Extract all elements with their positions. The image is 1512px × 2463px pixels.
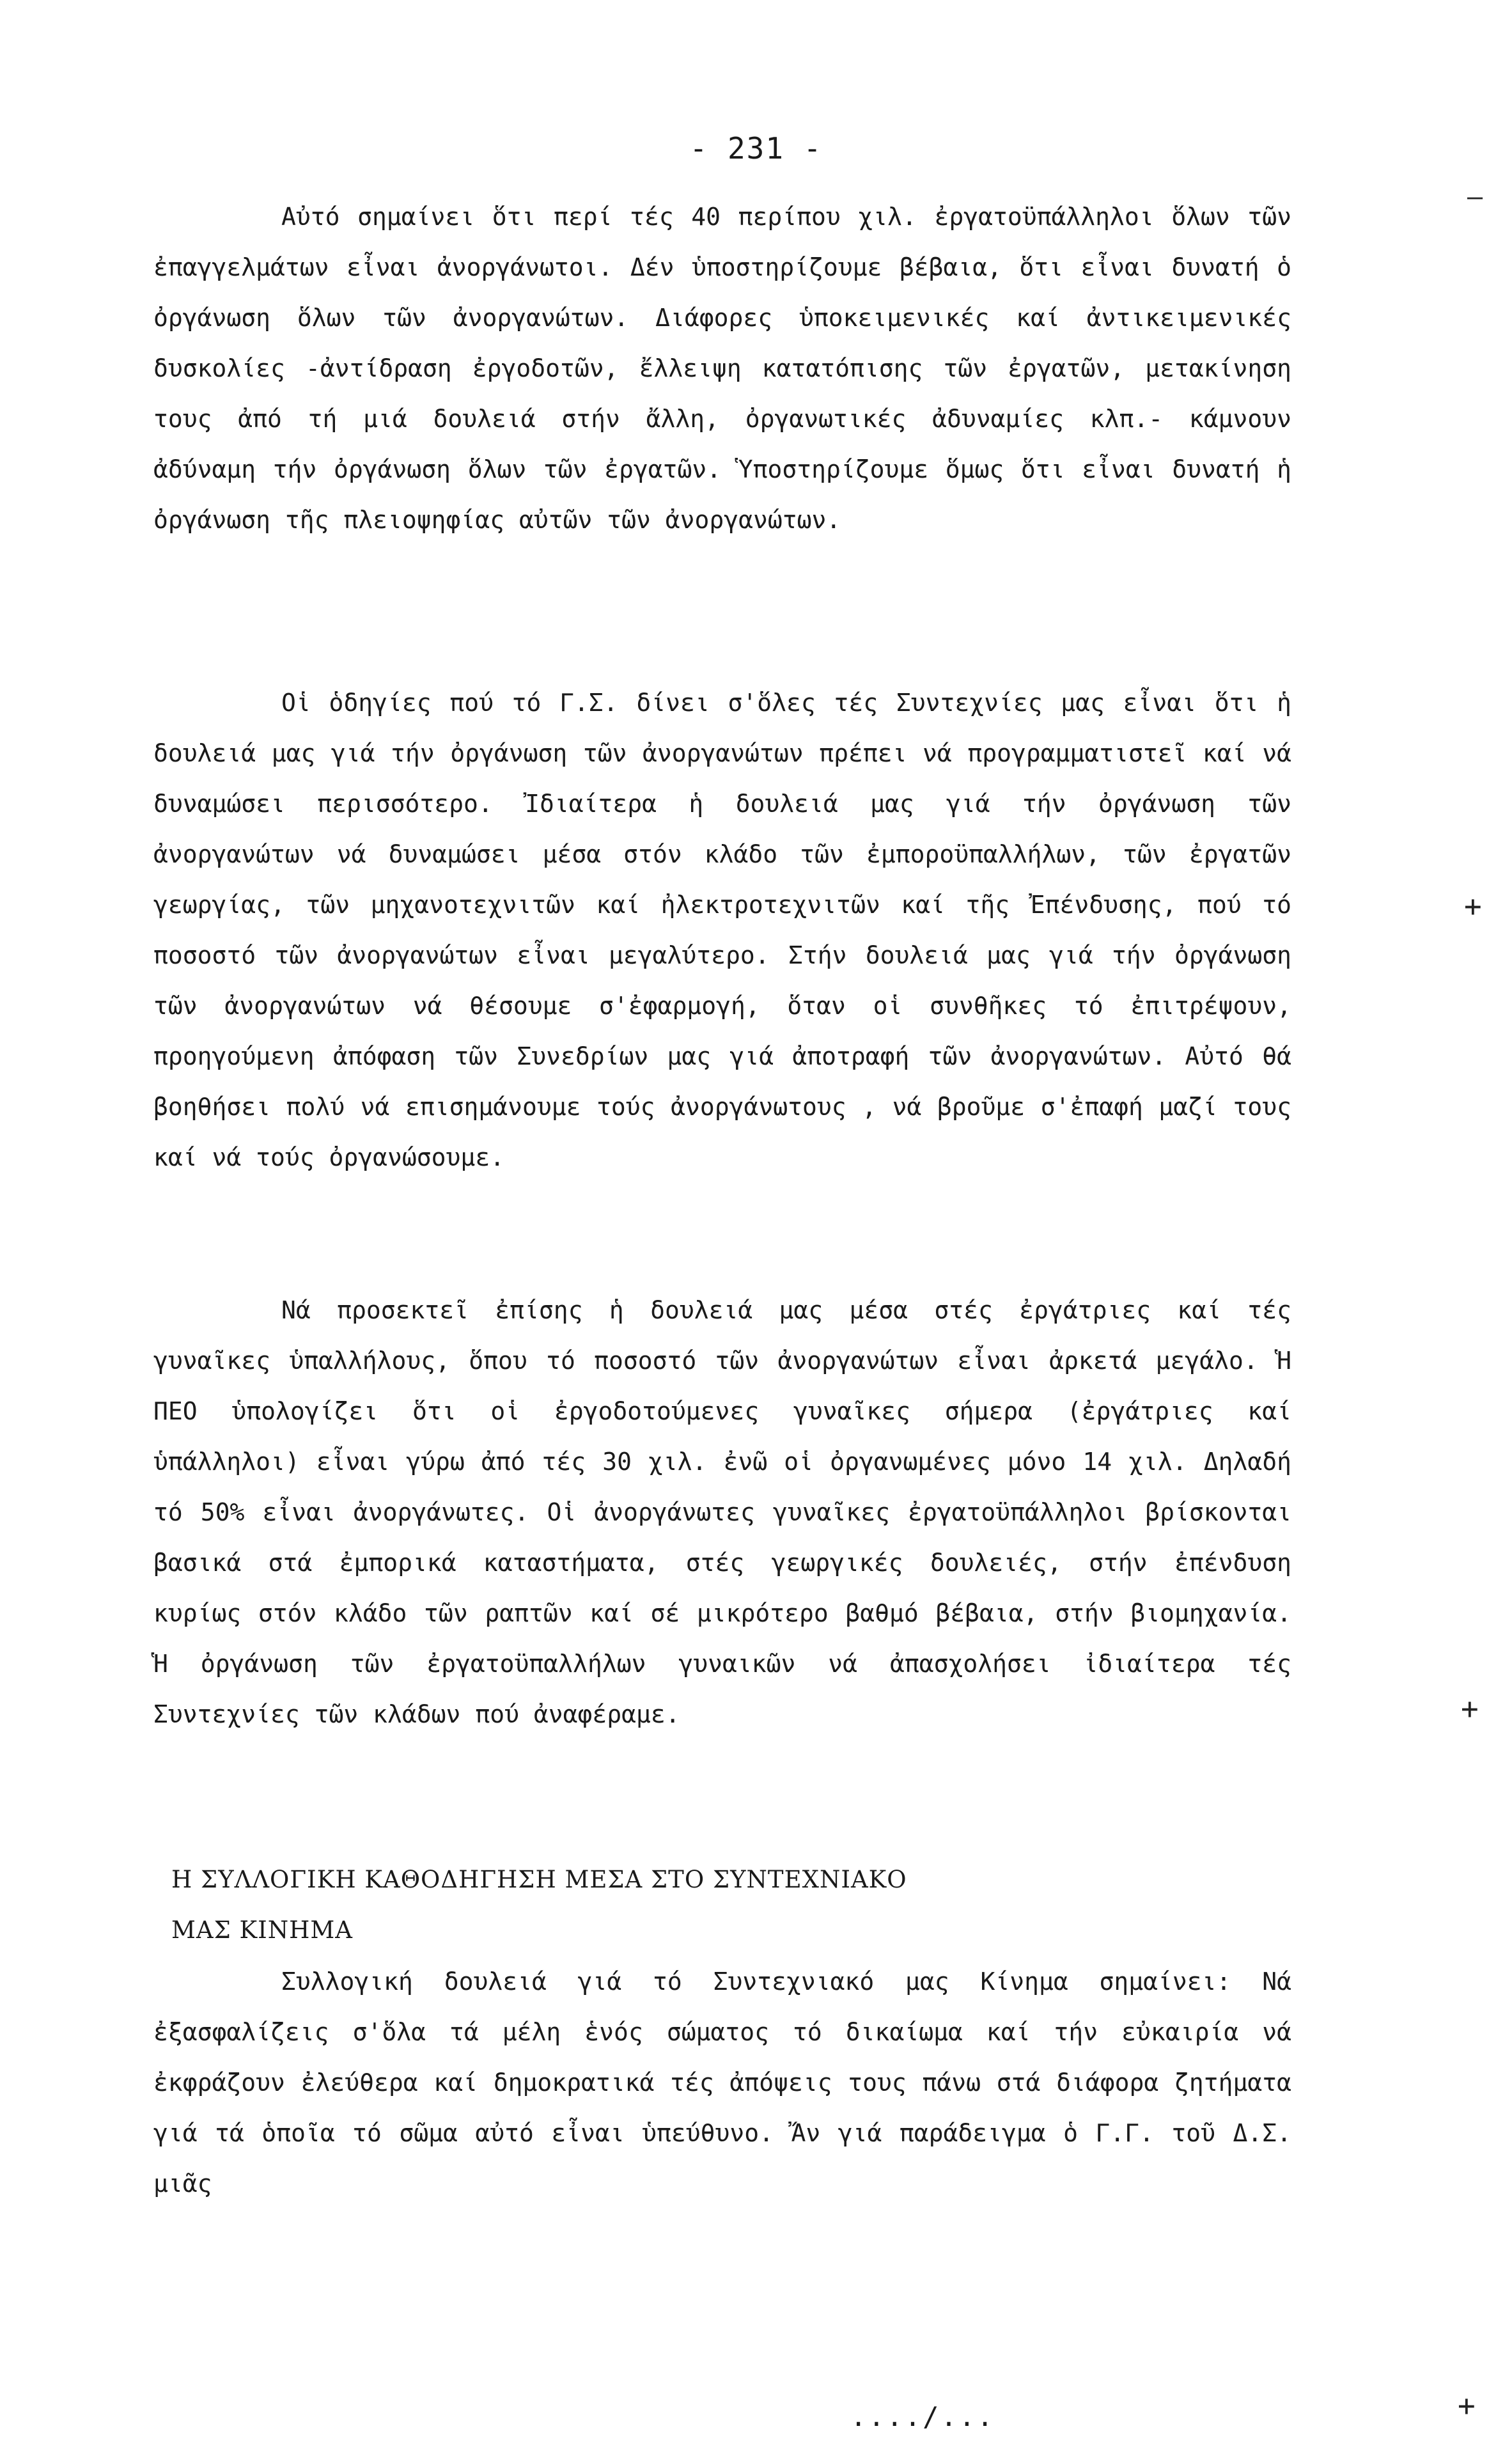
page-number: - 231 - xyxy=(689,131,823,166)
continuation-marker: ..../... xyxy=(850,2401,995,2432)
margin-cross-mark: + xyxy=(1464,889,1482,923)
paragraph-2: Οἱ ὁδηγίες πού τό Γ.Σ. δίνει σ'ὅλες τές Συντεχνίες μας εἶναι ὅτι ἡ δουλειά μας γιά τήν ὀργάνωση τῶν ἀνοργανώτων πρέπει νά προγραμματιστεῖ καί νά δυναμώσει περισσότερο. Ἰδιαίτερα ἡ δουλειά μας γιά τήν ὀργάνωση τῶν ἀνοργανώτων νά δυναμώσει μέσα στόν κλάδο τῶν ἐμποροϋπαλλήλων, τῶν ἐργατῶν γεωργίας, τῶν μηχανοτεχνιτῶν καί ἠλεκτροτεχνιτῶν καί τῆς Ἐπένδυσης, πού τό ποσοστό τῶν ἀνοργανώτων εἶναι μεγαλύτερο. Στήν δουλειά μας γιά τήν ὀργάνωση τῶν ἀνοργανώτων νά θέσουμε σ'ἐφαρμογή, ὅταν οἱ συνθῆκες τό ἐπιτρέψουν, προηγούμενη ἀπόφαση τῶν Συνεδρίων μας γιά ἀποτραφή τῶν ἀνοργανώτων. Αὐτό θά βοηθήσει πολύ νά επισημάνουμε τούς ἀνοργάνωτους , νά βροῦμε σ'ἐπαφή μαζί τους καί νά τούς ὀργανώσουμε. xyxy=(153,689,1291,1171)
section-heading-line-2: ΜΑΣ ΚΙΝΗΜΑ xyxy=(171,1916,354,1944)
paragraph-after-heading: Συλλογική δουλειά γιά τό Συντεχνιακό μας Κίνημα σημαίνει: Νά ἐξασφαλίζεις σ'ὅλα τά μέλη ἑνός σώματος τό δικαίωμα καί τήν εὐκαιρία νά ἐκφράζουν ἐλεύθερα καί δημοκρατικά τές ἀπόψεις τους πάνω στά διάφορα ζητήματα γιά τά ὁποῖα τό σῶμα αὐτό εἶναι ὑπεύθυνο. Ἄν γιά παράδειγμα ὁ Γ.Γ. τοῦ Δ.Σ. μιᾶς xyxy=(153,1967,1291,2198)
margin-cross-mark: + xyxy=(1458,2388,1476,2423)
paragraph-1: Αὐτό σημαίνει ὅτι περί τές 40 περίπου χιλ. ἐργατοϋπάλληλοι ὅλων τῶν ἐπαγγελμάτων εἶναι ἀνοργάνωτοι. Δέν ὑποστηρίζουμε βέβαια, ὅτι εἶναι δυνατή ὁ ὀργάνωση ὅλων τῶν ἀνοργανώτων. Διάφορες ὑποκειμενικές καί ἀντικειμενικές δυσκολίες -ἀντίδραση ἐργοδοτῶν, ἔλλειψη κατατόπισης τῶν ἐργατῶν, μετακίνηση τους ἀπό τή μιά δουλειά στήν ἄλλη, ὀργανωτικές ἀδυναμίες κλπ.- κάμνουν ἀδύναμη τήν ὀργάνωση ὅλων τῶν ἐργατῶν. Ὑποστηρίζουμε ὅμως ὅτι εἶναι δυνατή ἡ ὀργάνωση τῆς πλειοψηφίας αὐτῶν τῶν ἀνοργανώτων. xyxy=(153,203,1291,534)
paragraph-3: Νά προσεκτεῖ ἐπίσης ἡ δουλειά μας μέσα στές ἐργάτριες καί τές γυναῖκες ὑπαλλήλους, ὅπου τό ποσοστό τῶν ἀνοργανώτων εἶναι ἀρκετά μεγάλο. Ἡ ΠΕΟ ὑπολογίζει ὅτι οἱ ἐργοδοτούμενες γυναῖκες σήμερα (ἐργάτριες καί ὑπάλληλοι) εἶναι γύρω ἀπό τές 30 χιλ. ἐνῶ οἱ ὀργανωμένες μόνο 14 χιλ. Δηλαδή τό 50% εἶναι ἀνοργάνωτες. Οἱ ἀνοργάνωτες γυναῖκες ἐργατοϋπάλληλοι βρίσκονται βασικά στά ἐμπορικά καταστήματα, στές γεωργικές δουλειές, στήν ἐπένδυση κυρίως στόν κλάδο τῶν ραπτῶν καί σέ μικρότερο βαθμό βέβαια, στήν βιομηχανία. Ἡ ὀργάνωση τῶν ἐργατοϋπαλλήλων γυναικῶν νά ἀπασχολήσει ἰδιαίτερα τές Συντεχνίες τῶν κλάδων πού ἀναφέραμε. xyxy=(153,1296,1291,1728)
margin-cross-mark: + xyxy=(1461,1691,1479,1726)
section-heading xyxy=(171,1854,1309,1955)
section-heading-line-1: Η ΣΥΛΛΟΓΙΚΗ ΚΑΘΟΔΗΓΗΣΗ ΜΕΣΑ ΣΤΟ ΣΥΝΤΕΧΝΙΑΚΟ xyxy=(171,1866,907,1893)
margin-dash-mark: — xyxy=(1467,182,1483,212)
